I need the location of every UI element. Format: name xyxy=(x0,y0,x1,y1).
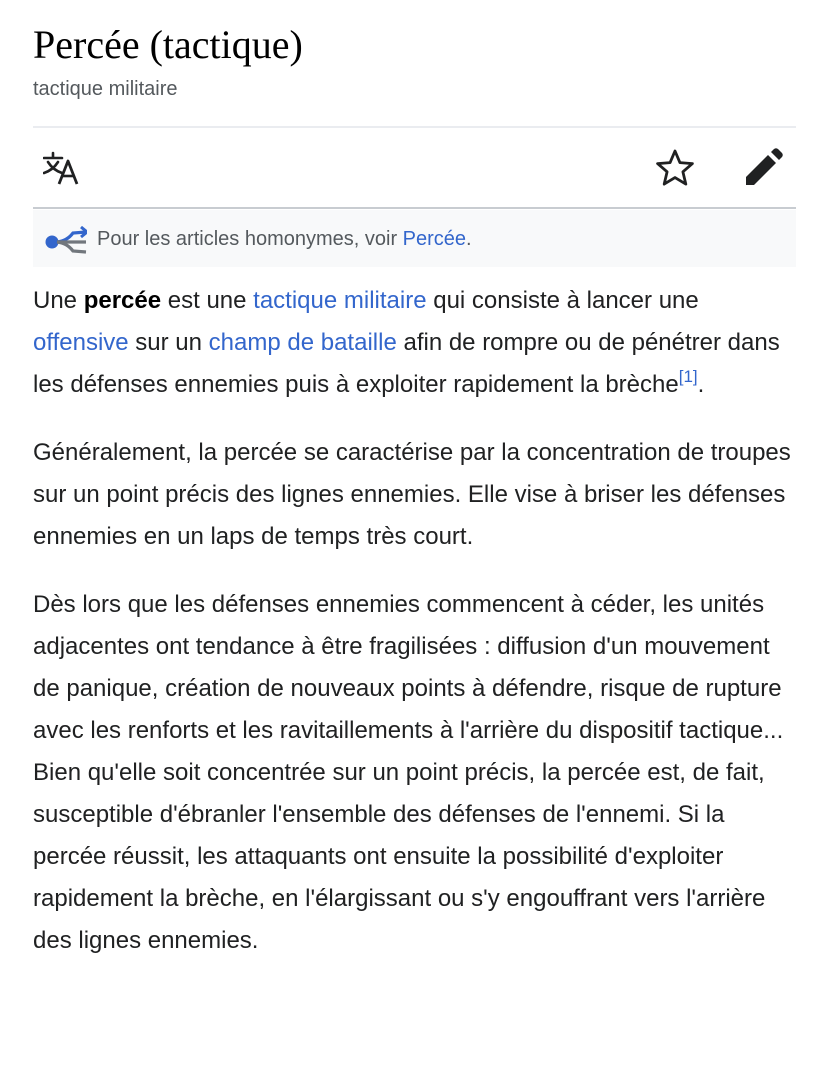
article-content xyxy=(33,280,798,988)
translate-icon xyxy=(43,150,83,186)
link-tactique-militaire[interactable]: tactique militaire xyxy=(253,287,427,314)
text-run: Une xyxy=(33,287,84,314)
text-run: est une xyxy=(161,287,254,314)
hatnote-text xyxy=(97,226,472,252)
star-icon xyxy=(655,148,695,188)
text-run: qui consiste à lancer une xyxy=(426,287,699,314)
hatnote-link-percee[interactable]: Percée xyxy=(402,228,467,250)
pencil-icon xyxy=(743,148,783,188)
text-run: . xyxy=(697,371,705,398)
page-title: Percée (tactique) xyxy=(33,22,303,67)
watch-button[interactable] xyxy=(655,148,695,188)
link-offensive[interactable]: offensive xyxy=(33,329,129,356)
text-run: sur un xyxy=(128,329,209,356)
bold-term: percée xyxy=(83,287,162,314)
page-subtitle: tactique militaire xyxy=(33,78,178,100)
paragraph-2: Généralement, la percée se caractérise par la concentration de troupes sur un point précis des lignes ennemies. Elle vise à briser les défenses ennemies en un laps de temps très court. xyxy=(33,439,791,550)
hatnote-suffix: . xyxy=(466,228,472,250)
paragraph-3: Dès lors que les défenses ennemies commencent à céder, les unités adjacentes ont tendance à être fragilisées : diffusion d'un mouvement de panique, création de nouveaux points à défendre, risque de rupture avec les renforts et les ravitaillements à l'arrière du dispositif tactique... Bien qu'elle soit concentrée sur un point précis, la percée est, de fait, susceptible d'ébranler l'ensemble des défenses de l'ennemi. Si la percée réussit, les attaquants ont ensuite la possibilité d'exploiter rapidement la brèche, en l'élargissant ou s'y engouffrant vers l'arrière des lignes ennemies. xyxy=(33,591,784,954)
language-button[interactable] xyxy=(43,148,83,188)
reference-link-1[interactable]: [1] xyxy=(678,367,698,386)
page-actions-toolbar xyxy=(33,128,796,208)
disambiguation-hatnote xyxy=(33,210,796,267)
link-champ-de-bataille[interactable]: champ de bataille xyxy=(208,329,397,356)
paragraph-1 xyxy=(33,280,798,406)
text-run: afin de rompre ou de pénétrer dans les défenses ennemies puis à exploiter rapidement la brèche xyxy=(33,329,780,398)
edit-button[interactable] xyxy=(743,148,783,188)
hatnote-prefix: Pour les articles homonymes, voir xyxy=(97,228,403,250)
toolbar-divider xyxy=(33,207,796,209)
disambiguation-icon xyxy=(45,226,87,254)
